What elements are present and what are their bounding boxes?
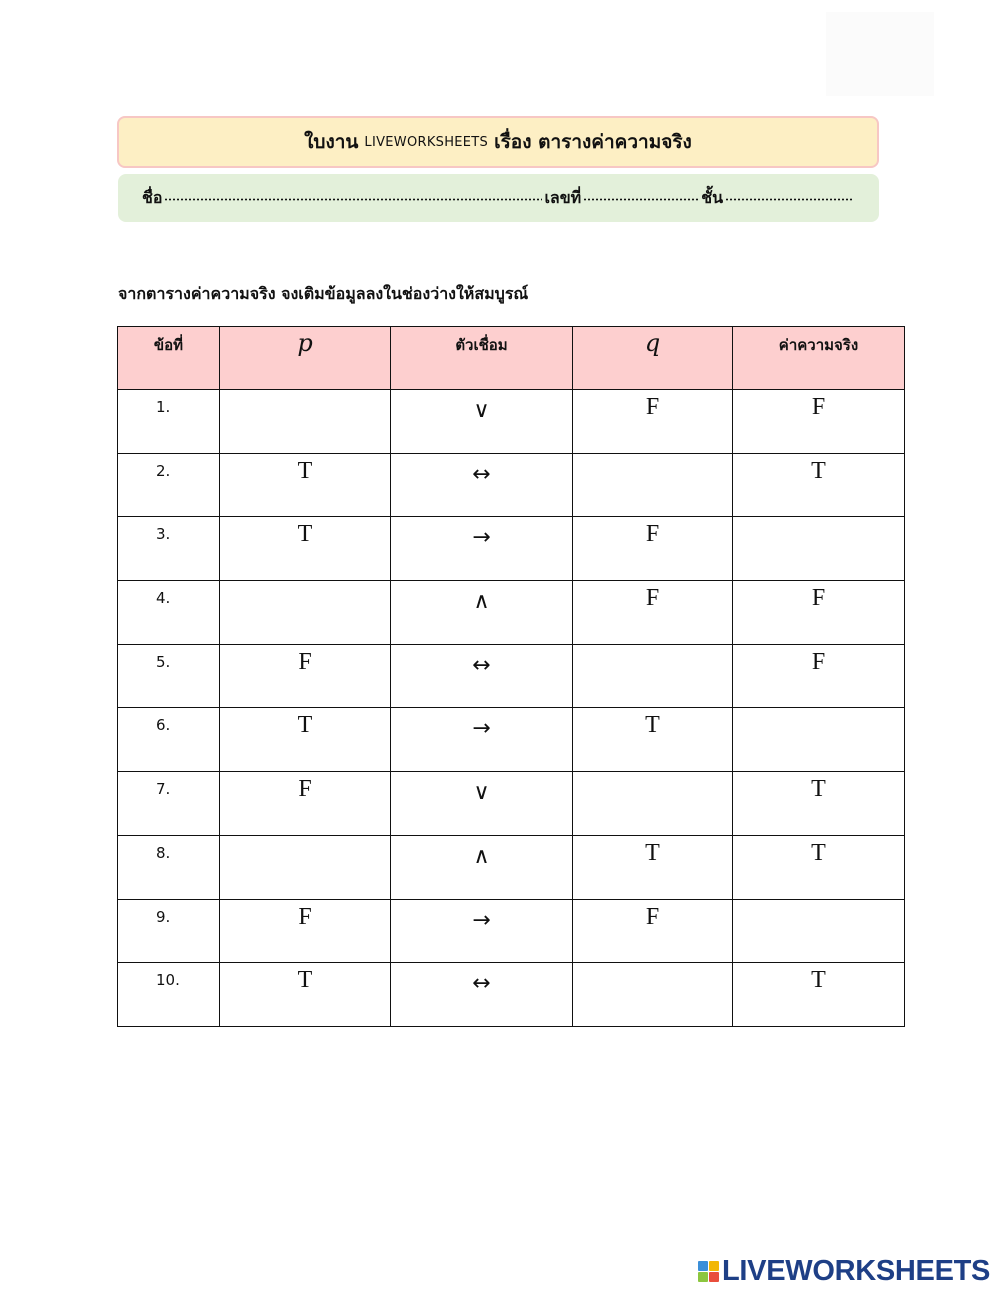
item-number: 8. [118,835,220,899]
truth-value-cell[interactable] [733,899,905,963]
logo-text: LIVEWORKSHEETS [722,1255,991,1287]
table-row [118,772,905,836]
q-cell: F [573,581,733,645]
q-cell[interactable] [573,644,733,708]
liveworksheets-logo [698,1256,990,1286]
truth-table [117,326,905,1027]
p-cell: T [220,517,391,581]
header-truth-value: ค่าความจริง [733,327,905,390]
table-row [118,963,905,1027]
p-cell: T [220,453,391,517]
table-row [118,517,905,581]
q-cell[interactable] [573,963,733,1027]
name-label: ชื่อ [141,187,163,207]
connective-cell: ↔ [391,963,573,1027]
p-cell[interactable] [220,581,391,645]
connective-cell: → [391,899,573,963]
item-number: 10. [118,963,220,1027]
truth-value-cell: T [733,835,905,899]
number-blank[interactable] [583,198,699,201]
header-connective: ตัวเชื่อม [391,327,573,390]
student-info-line [118,174,879,222]
logo-block-v [698,1272,708,1282]
table-row [118,835,905,899]
class-label: ชั้น [701,187,724,207]
logo-block-l [698,1261,708,1271]
connective-cell: ↔ [391,453,573,517]
truth-value-cell: T [733,963,905,1027]
truth-value-cell: F [733,581,905,645]
truth-value-cell: T [733,772,905,836]
q-cell: F [573,517,733,581]
corner-mark [826,12,934,96]
connective-cell: → [391,517,573,581]
item-number: 6. [118,708,220,772]
title-suffix: เรื่อง ตารางค่าความจริง [494,131,692,153]
truth-value-cell: F [733,390,905,454]
logo-block-i [709,1261,719,1271]
item-number: 9. [118,899,220,963]
instruction-text: จากตารางค่าความจริง จงเติมข้อมูลลงในช่องว่างให้สมบูรณ์ [118,284,529,303]
p-cell: F [220,899,391,963]
item-number: 4. [118,581,220,645]
table-header-row [118,327,905,390]
p-cell[interactable] [220,835,391,899]
name-blank[interactable] [164,198,542,201]
table-row [118,644,905,708]
item-number: 3. [118,517,220,581]
class-blank[interactable] [725,198,853,201]
title-brand: LIVEWORKSHEETS [364,134,489,150]
p-cell[interactable] [220,390,391,454]
p-cell: F [220,772,391,836]
table-row [118,899,905,963]
q-cell: F [573,390,733,454]
truth-value-cell: T [733,453,905,517]
connective-cell: ∧ [391,581,573,645]
connective-cell: ∨ [391,390,573,454]
title-prefix: ใบงาน [304,131,359,153]
worksheet-title [117,116,879,168]
item-number: 2. [118,453,220,517]
table-row [118,708,905,772]
table-row [118,581,905,645]
connective-cell: ↔ [391,644,573,708]
connective-cell: ∨ [391,772,573,836]
item-number: 1. [118,390,220,454]
q-cell[interactable] [573,772,733,836]
item-number: 7. [118,772,220,836]
logo-block-e [709,1272,719,1282]
p-cell: T [220,708,391,772]
table-row [118,453,905,517]
q-cell[interactable] [573,453,733,517]
truth-value-cell[interactable] [733,708,905,772]
q-cell: F [573,899,733,963]
header-p: p [220,327,391,390]
connective-cell: → [391,708,573,772]
p-cell: F [220,644,391,708]
item-number: 5. [118,644,220,708]
q-cell: T [573,708,733,772]
header-item: ข้อที่ [118,327,220,390]
truth-value-cell[interactable] [733,517,905,581]
table-row [118,390,905,454]
logo-blocks-icon [698,1261,719,1282]
truth-value-cell: F [733,644,905,708]
number-label: เลขที่ [544,187,582,207]
header-q: q [573,327,733,390]
connective-cell: ∧ [391,835,573,899]
q-cell: T [573,835,733,899]
p-cell: T [220,963,391,1027]
